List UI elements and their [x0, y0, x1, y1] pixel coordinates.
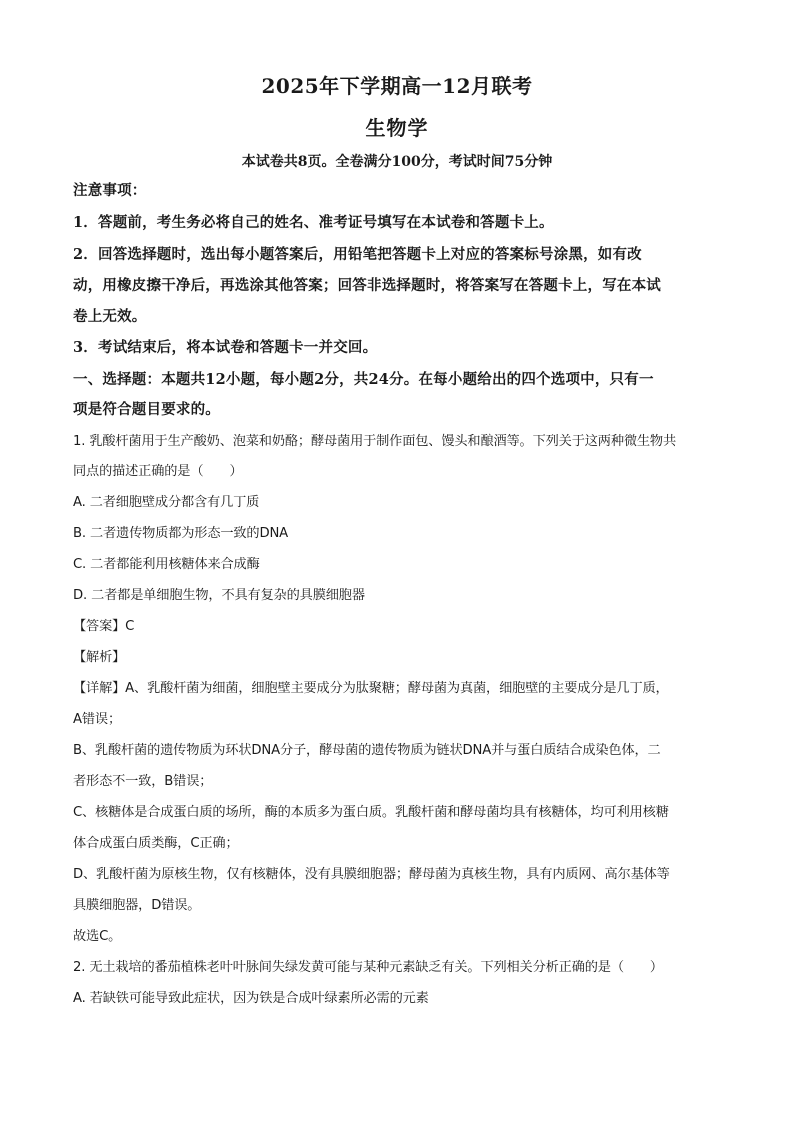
- notice-heading: 注意事项：: [73, 182, 147, 199]
- exam-title: 2025年下学期高一12月联考: [261, 74, 533, 98]
- detail-text: A、乳酸杆菌为细菌，细胞壁主要成分为肽聚糖；酵母菌为真菌，细胞壁的主要成分是几丁质，: [125, 681, 669, 696]
- notice-item-2-line-2: 动，用橡皮擦干净后，再选涂其他答案；回答非选择题时，将答案写在答题卡上，写在本试: [73, 277, 661, 294]
- q1-option-b: B. 二者遗传物质都为形态一致的DNA: [73, 526, 289, 541]
- q1-option-a: A. 二者细胞壁成分都含有几丁质: [73, 495, 260, 510]
- answer-value: C: [125, 619, 135, 634]
- section-1-line-2: 项是符合题目要求的。: [73, 401, 220, 418]
- q1-answer: [73, 617, 723, 637]
- q1-conclusion: 故选C。: [73, 929, 122, 944]
- exam-info: 本试卷共8页。全卷满分100分，考试时间75分钟: [241, 154, 553, 170]
- q2-option-a: A. 若缺铁可能导致此症状，因为铁是合成叶绿素所必需的元素: [73, 991, 429, 1006]
- section-1-line-1: 一、选择题：本题共12小题，每小题2分，共24分。在每小题给出的四个选项中，只有一: [73, 371, 654, 388]
- q1-detail-line-6: 体合成蛋白质类酶，C正确；: [73, 836, 239, 851]
- q1-analysis-tag: 【解析】: [73, 650, 126, 665]
- q1-stem-line-2: 同点的描述正确的是（ ）: [73, 464, 243, 479]
- notice-item-2-line-3: 卷上无效。: [73, 308, 147, 325]
- q1-detail-line-4: 者形态不一致，B错误；: [73, 774, 213, 789]
- q1-detail-line-7: D、乳酸杆菌为原核生物，仅有核糖体，没有具膜细胞器；酵母菌为真核生物，具有内质网、高尔基体等: [73, 867, 670, 882]
- notice-item-2-line-1: 2．回答选择题时，选出每小题答案后，用铅笔把答题卡上对应的答案标号涂黑，如有改: [73, 246, 642, 263]
- q1-detail-line-3: B、乳酸杆菌的遗传物质为环状DNA分子，酵母菌的遗传物质为链状DNA并与蛋白质结合成染色体，二: [73, 743, 661, 758]
- notice-item-1: 1．答题前，考生务必将自己的姓名、准考证号填写在本试卷和答题卡上。: [73, 214, 554, 231]
- q2-stem-line-1: 2. 无土栽培的番茄植株老叶叶脉间失绿发黄可能与某种元素缺乏有关。下列相关分析正确的是（ ）: [73, 960, 663, 975]
- q1-detail-line-8: 具膜细胞器，D错误。: [73, 898, 201, 913]
- q1-stem-line-1: 1. 乳酸杆菌用于生产酸奶、泡菜和奶酪；酵母菌用于制作面包、馒头和酿酒等。下列关于这两种微生物共: [73, 434, 677, 449]
- q1-detail-line-2: A错误；: [73, 712, 121, 727]
- q1-option-d: D. 二者都是单细胞生物，不具有复杂的具膜细胞器: [73, 588, 365, 603]
- notice-item-3: 3．考试结束后，将本试卷和答题卡一并交回。: [73, 339, 378, 356]
- subject-title: 生物学: [365, 116, 429, 140]
- answer-tag: 【答案】: [73, 619, 126, 634]
- q1-option-c: C. 二者都能利用核糖体来合成酶: [73, 557, 260, 572]
- q1-detail-line-5: C、核糖体是合成蛋白质的场所，酶的本质多为蛋白质。乳酸杆菌和酵母菌均具有核糖体，均可利用核糖: [73, 805, 669, 820]
- detail-tag: 【详解】: [73, 681, 126, 696]
- q1-detail-line-1: [73, 679, 723, 699]
